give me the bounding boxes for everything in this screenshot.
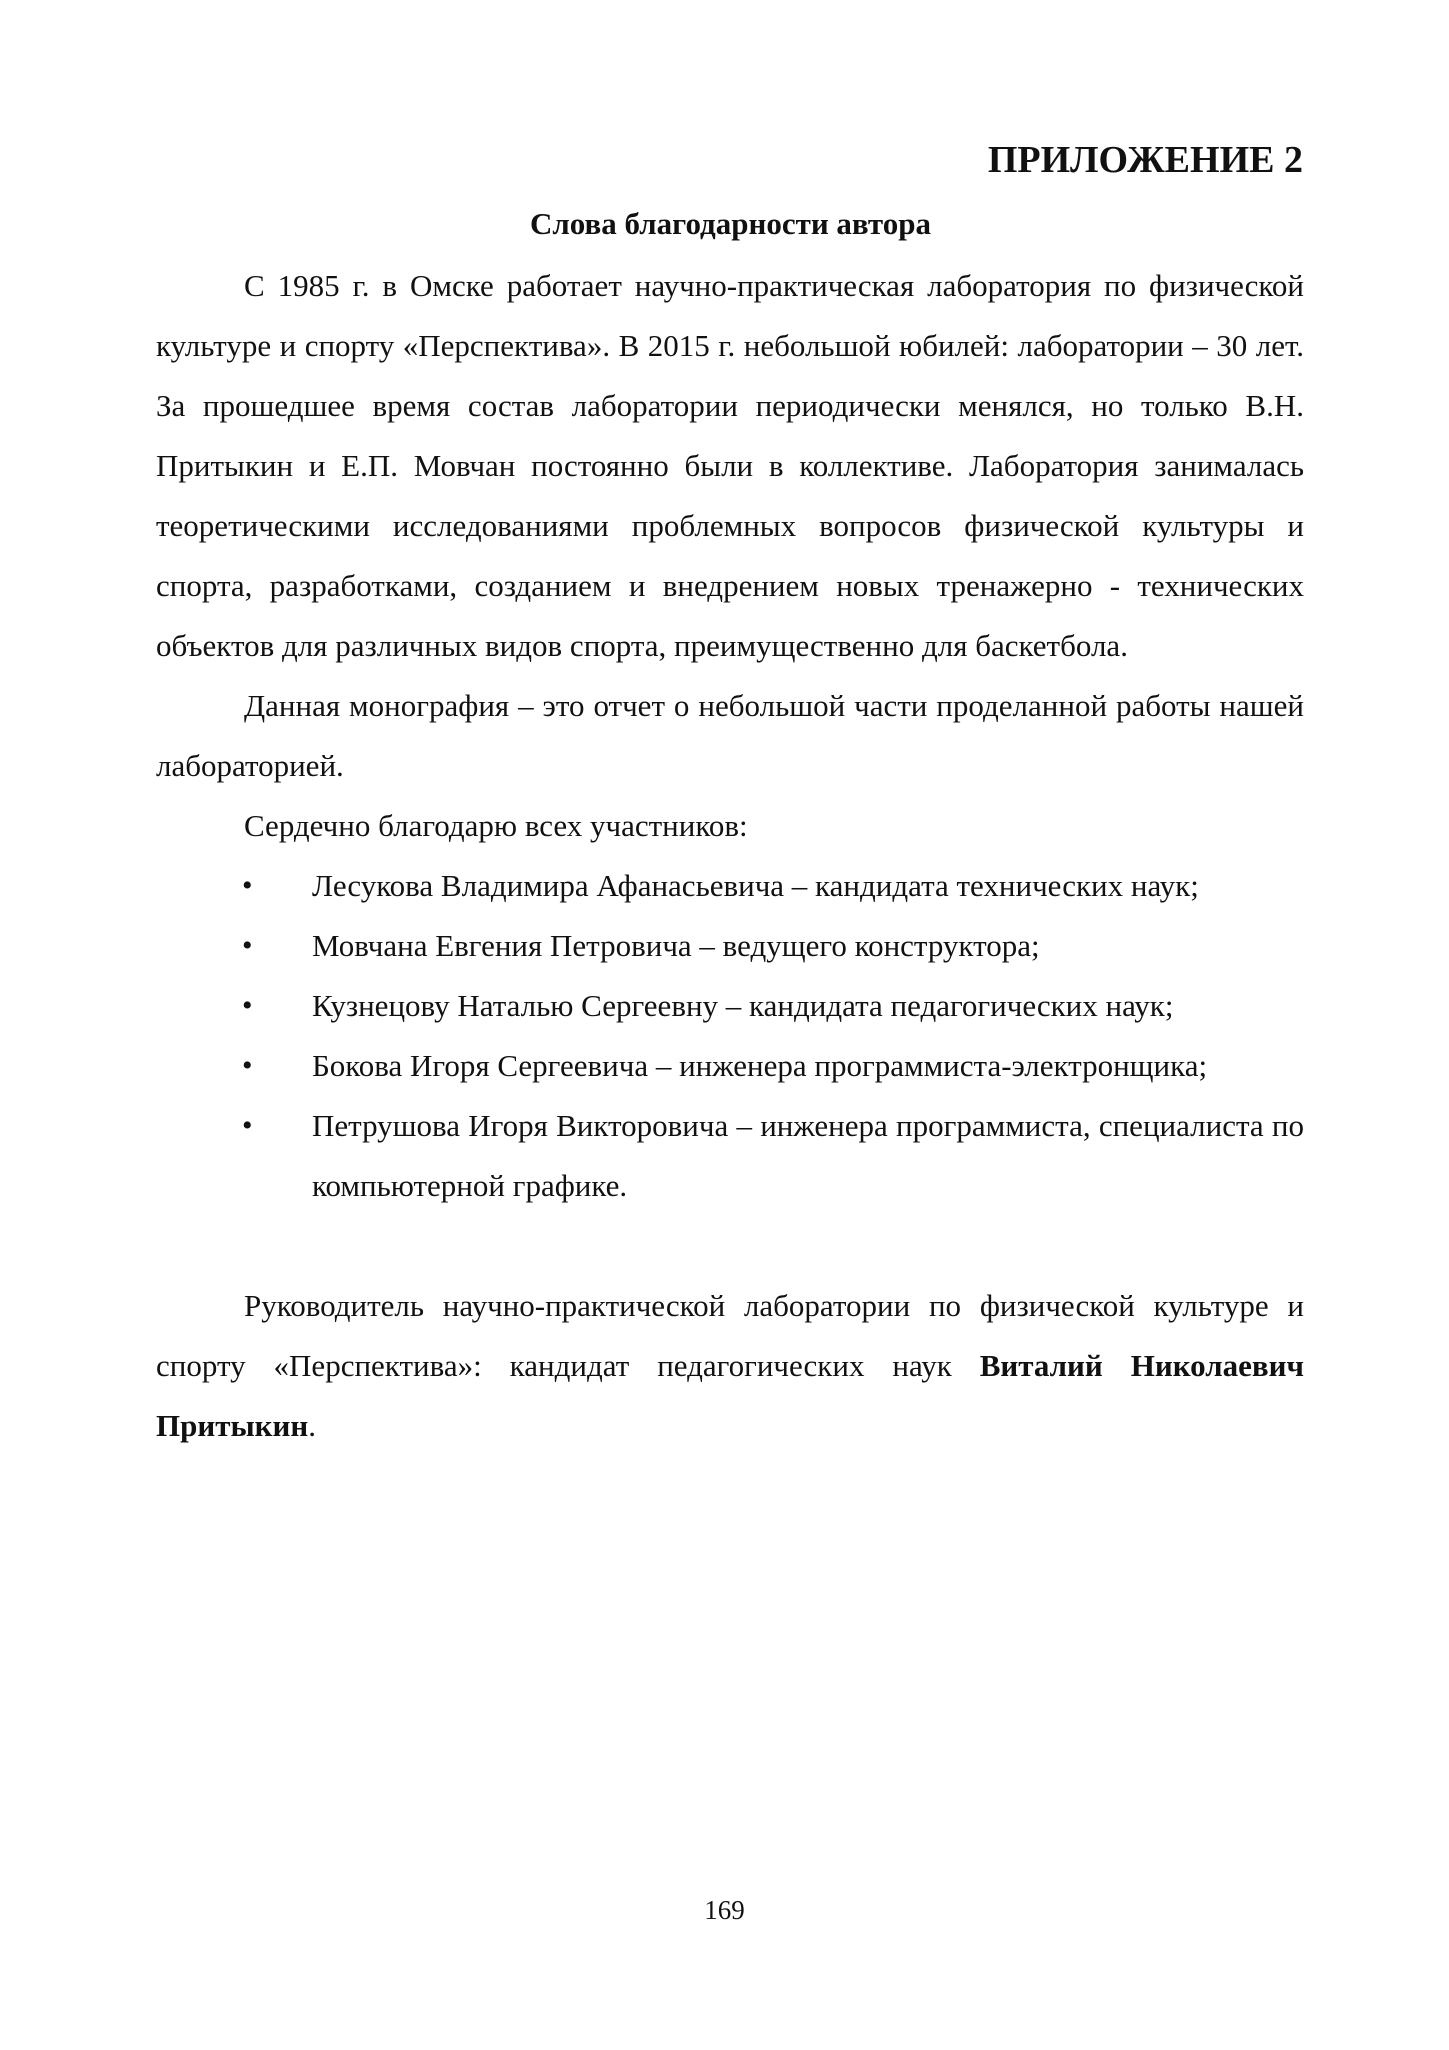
section-title: Слова благодарности автора bbox=[530, 206, 931, 241]
bullet-icon: • bbox=[242, 929, 253, 962]
appendix-title: ПРИЛОЖЕНИЕ 2 bbox=[987, 139, 1303, 181]
author-name: Виталий Николаевич Притыкин bbox=[156, 1348, 1304, 1443]
signature-end: . bbox=[308, 1408, 316, 1443]
page-number: 169 bbox=[704, 1895, 745, 1925]
thanks-intro: Сердечно благодарю всех участников: bbox=[244, 808, 748, 843]
paragraph-history: С 1985 г. в Омске работает научно-практическая лаборатория по физической культуре и спорту «Перспектива». В 2015 г. небольшой юбилей: лаборатории – 30 лет. За прошедшее время состав лаборатории периодически менялся, но только В.Н. Притыкин и Е.П. Мовчан постоянно были в коллективе. Лаборатория занималась теоретическими исследованиями проблемных вопросов физической культуры и спорта, разработками, созданием и внедрением новых тренажерно - технических объектов для различных видов спорта, преимущественно для баскетбола. bbox=[156, 268, 1304, 663]
list-item-text: Лесукова Владимира Афанасьевича – кандидата технических наук; bbox=[312, 868, 1199, 903]
thanks-list bbox=[156, 856, 1304, 1216]
list-item bbox=[156, 856, 1304, 916]
bullet-icon: • bbox=[242, 989, 253, 1022]
list-item bbox=[156, 1096, 1304, 1216]
document-body bbox=[156, 256, 1304, 1456]
signature-text: Руководитель научно-практической лаборатории по физической культуре и спорту «Перспектива»: кандидат педагогических наук bbox=[156, 1288, 1304, 1383]
list-item-text: Бокова Игоря Сергеевича – инженера программиста-электронщика; bbox=[312, 1048, 1208, 1083]
list-item bbox=[156, 1036, 1304, 1096]
bullet-icon: • bbox=[242, 869, 253, 902]
list-item-text: Кузнецову Наталью Сергеевну – кандидата педагогических наук; bbox=[312, 988, 1174, 1023]
bullet-icon: • bbox=[242, 1109, 253, 1142]
list-item-text: Петрушова Игоря Викторовича – инженера программиста, специалиста по компьютерной графике. bbox=[312, 1108, 1304, 1203]
list-item bbox=[156, 976, 1304, 1036]
list-item bbox=[156, 916, 1304, 976]
list-item-text: Мовчана Евгения Петровича – ведущего конструктора; bbox=[312, 928, 1040, 963]
bullet-icon: • bbox=[242, 1049, 253, 1082]
paragraph-monograph: Данная монография – это отчет о небольшой части проделанной работы нашей лабораторией. bbox=[156, 688, 1304, 783]
signature-paragraph bbox=[156, 1276, 1304, 1456]
